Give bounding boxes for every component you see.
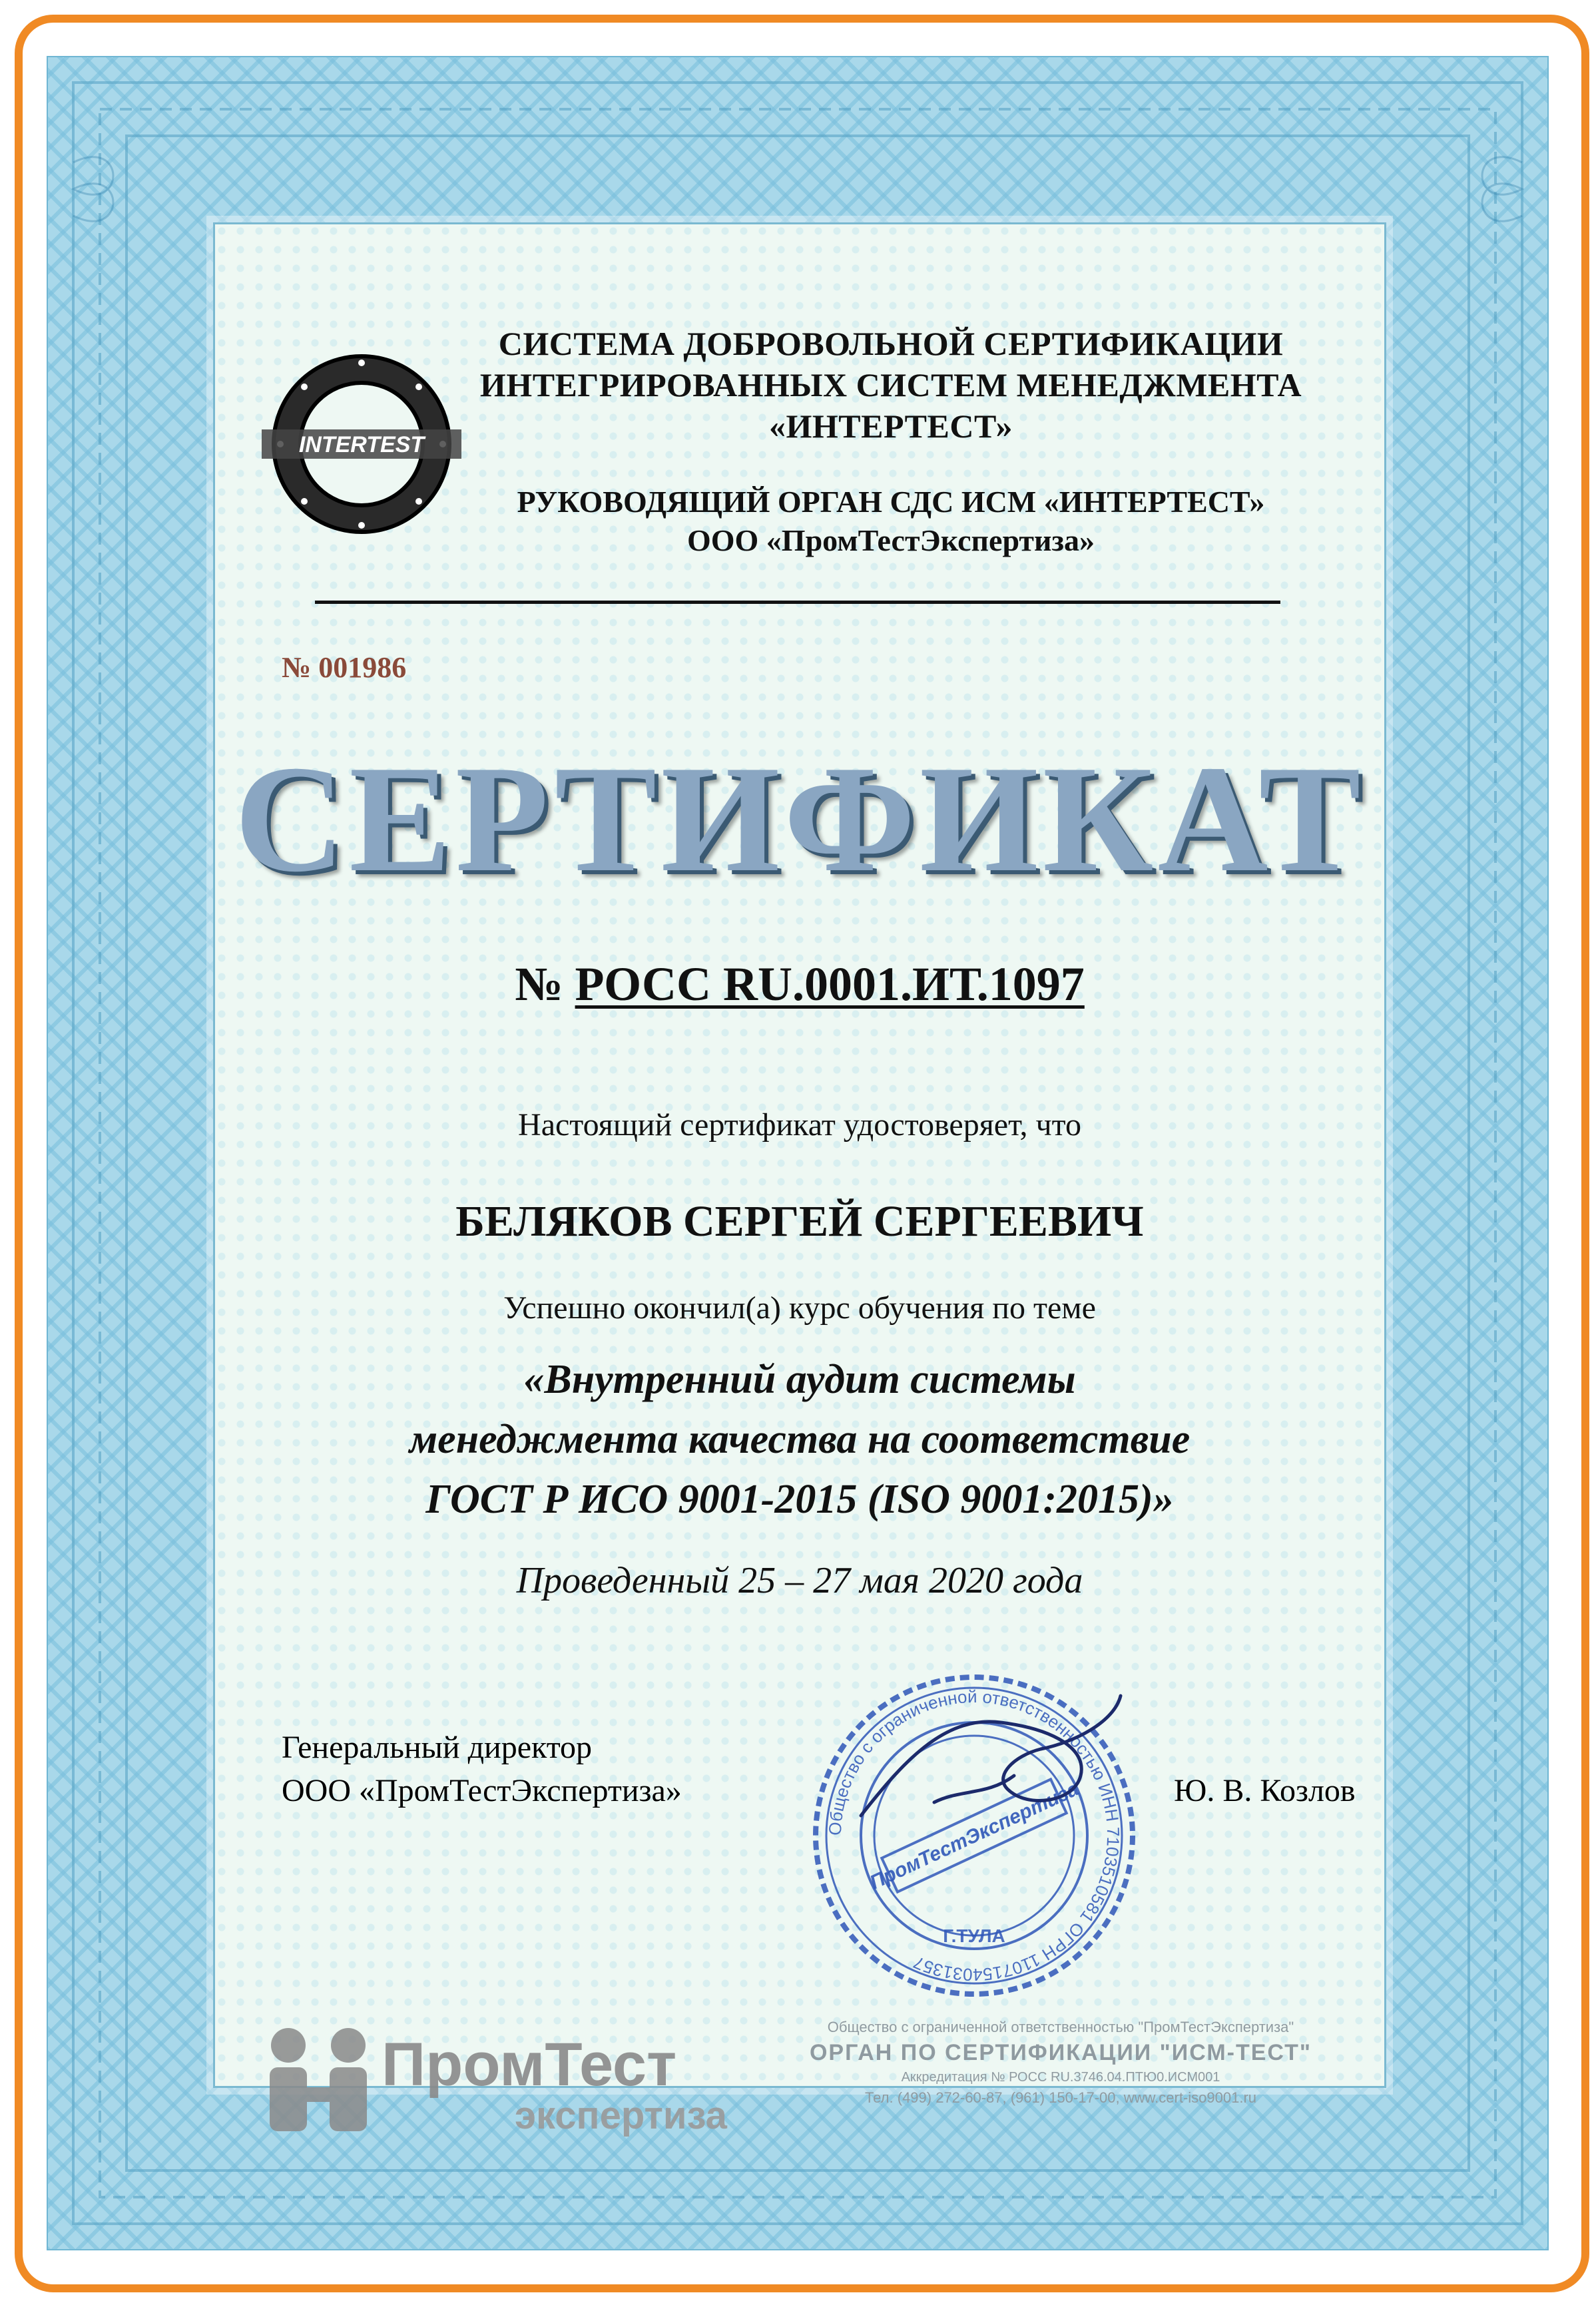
certificate [47, 56, 1549, 2250]
certificate-title: СЕРТИФИКАТ [234, 734, 1365, 903]
header-line-3: «ИНТЕРТЕСТ» [769, 407, 1013, 445]
serial-number: № 001986 [282, 651, 407, 684]
stamp-city: Г.ТУЛА [943, 1925, 1005, 1946]
stamp-ring-text: Общество с ограниченной ответственностью ИНН 7103510581 ОГРН 1107154031357 [824, 1686, 1124, 1985]
governing-org: ООО «ПромТестЭкспертиза» [686, 523, 1095, 557]
certificate-number [215, 957, 1384, 1012]
certificate-number-value: РОСС RU.0001.ИТ.1097 [575, 957, 1085, 1011]
brand-word-1: ПромТест [382, 2031, 677, 2099]
brand-word-2: экспертиза [515, 2094, 727, 2137]
course-topic-line-2: менеджмента качества на соответствие [409, 1417, 1191, 1462]
footer-line-4: Тел. (499) 272-60-87, (961) 150-17-00, www.cert-iso9001.ru [864, 2089, 1257, 2106]
header-divider [315, 601, 1280, 604]
signatory-organization: ООО «ПромТестЭкспертиза» [282, 1773, 682, 1808]
signature [854, 1676, 1134, 1849]
certificate-body [213, 222, 1386, 2137]
course-topic-line-1: «Внутренний аудит системы [523, 1357, 1076, 1402]
governing-body: РУКОВОДЯЩИЙ ОРГАН СДС ИСМ «ИНТЕРТЕСТ» [517, 485, 1265, 519]
header-line-1: СИСТЕМА ДОБРОВОЛЬНОЙ СЕРТИФИКАЦИИ [498, 325, 1284, 362]
recipient-name: БЕЛЯКОВ СЕРГЕЙ СЕРГЕЕВИЧ [455, 1197, 1144, 1246]
footer-line-2: ОРГАН ПО СЕРТИФИКАЦИИ "ИСМ-ТЕСТ" [809, 2040, 1312, 2065]
intertest-logo [262, 344, 461, 544]
course-dates: Проведенный 25 – 27 мая 2020 года [516, 1560, 1083, 1601]
footer-info [761, 2019, 1360, 2107]
course-topic-line-3: ГОСТ Р ИСО 9001-2015 (ISO 9001:2015)» [425, 1477, 1174, 1522]
footer-line-3: Аккредитация № РОСС RU.3746.04.ПТЮ0.ИСМ001 [901, 2070, 1220, 2085]
logo-text: INTERTEST [298, 432, 425, 457]
promtest-logo [255, 2015, 761, 2149]
signatory-position: Генеральный директор [282, 1730, 593, 1765]
certificate-number-prefix: № [515, 957, 563, 1011]
footer-line-1: Общество с ограниченной ответственностью "ПромТестЭкспертиза" [827, 2019, 1294, 2035]
signatory-name: Ю. В. Козлов [1174, 1773, 1356, 1808]
course-intro: Успешно окончил(а) курс обучения по теме [503, 1290, 1096, 1326]
header-line-2: ИНТЕГРИРОВАННЫХ СИСТЕМ МЕНЕДЖМЕНТА [479, 366, 1302, 403]
certification-intro: Настоящий сертификат удостоверяет, что [518, 1107, 1081, 1143]
stamp-center-text: ПромТестЭкспертиза [866, 1778, 1083, 1894]
